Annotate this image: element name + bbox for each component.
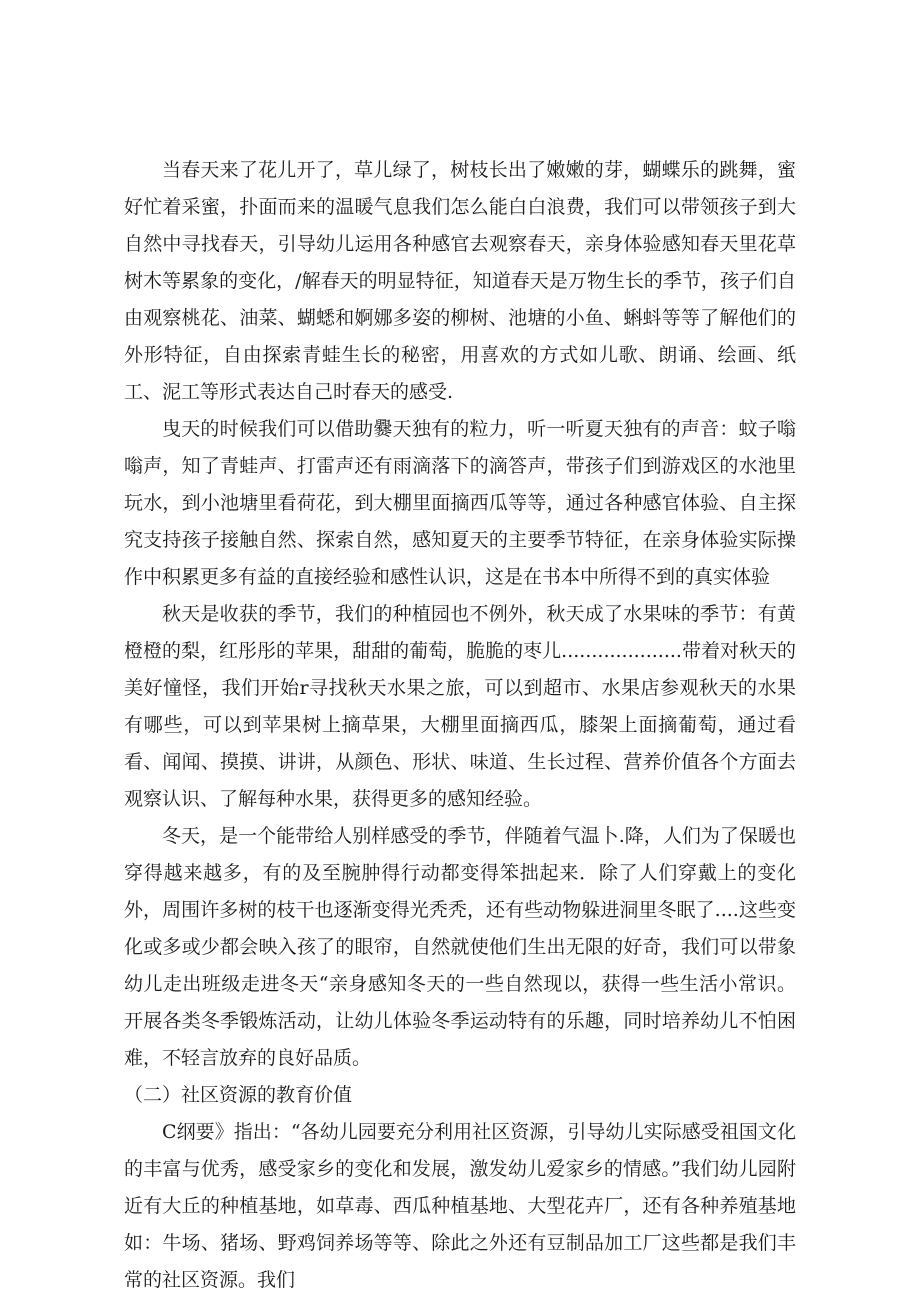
paragraph-community-resources: C纲要》指出：“各幼儿园要充分利用社区资源，引导幼儿实际感受祖国文化的丰富与优秀，感受家乡的变化和发展，激发幼儿爱家乡的情感。”我们幼儿园附近有大丘的种植基地，如草毒、西瓜种植基地、大型花卉厂，还有各种养殖基地如：牛场、猪场、野鸡饲养场等等、除此之外还有豆制品加工厂这些都是我们丰常的社区资源。我们 [124,1121,796,1291]
section-heading: （二）社区资源的教育价值 [124,1084,353,1106]
document-body [124,152,796,1299]
paragraph-summer: 曳天的时候我们可以借助爨天独有的粒力，听一听夏天独有的声音：蚊子嗡嗡声，知了青蛙声、打雷声还有雨滴落下的滴答声，带孩子们到游戏区的水池里玩水，到小池塘里看荷花，到大棚里面摘西瓜等等，通过各种感官体验、自主探究支持孩子接触自然、探索自然，感知夏天的主要季节特征，在亲身体验实际操作中积累更多有益的直接经验和感性认识，这是在书本中所得不到的真实体验 [124,418,796,588]
paragraph-spring: 当春天来了花儿开了，草儿绿了，树枝长出了嫩嫩的芽，蝴蝶乐的跳舞，蜜好忙着采蜜，扑面而来的温暖气息我们怎么能白白浪费，我们可以带领孩子到大自然中寻找春天，引导幼儿运用各种感官去观察春天，亲身体验感知春天里花草树木等累象的变化，/解春天的明显特征，知道春天是万物生长的季节，孩子们自由观察桃花、油菜、蝴蟋和婀娜多姿的柳树、池塘的小鱼、蝌蚪等等了解他们的外形特征，自由探索青蛙生长的秘密，用喜欢的方式如儿歌、朗诵、绘画、纸工、泥工等形式表达自己时春天的感受. [124,159,796,403]
paragraph-autumn: 秋天是收获的季节，我们的种植园也不例外，秋天成了水果味的季节：有黄橙橙的梨，红彤彤的苹果，甜甜的葡萄，脆脆的枣儿....................带着对秋天的美好憧怪，我们开始r寻找秋天水果之旅，可以到超市、水果店参观秋天的水果有哪些，可以到苹果树上摘草果，大棚里面摘西瓜，膝架上面摘葡萄，通过看看、闻闻、摸摸、讲讲，从颜色、形状、味道、生长过程、营养价值各个方面去观察认识、了解每种水果，获得更多的感知经验。 [124,603,796,810]
paragraph-winter: 冬天，是一个能带给人别样感受的季节，伴随着气温卜.降，人们为了保暖也穿得越来越多，有的及至腕肿得行动都变得笨拙起来．除了人们穿戴上的变化外，周围许多树的枝干也逐渐变得光秃秃，还有些动物躲进洞里冬眠了....这些变化或多或少都会映入孩了的眼帘，自然就使他们生出无限的好奇，我们可以带象幼儿走出班级走进冬天“亲身感知冬天的一些自然现以，获得一些生活小常识。开展各类冬季锻炼活动，让幼儿体验冬季运动特有的乐趣，同时培养幼儿不怕困难，不轻言放弃的良好品质。 [124,825,796,1069]
